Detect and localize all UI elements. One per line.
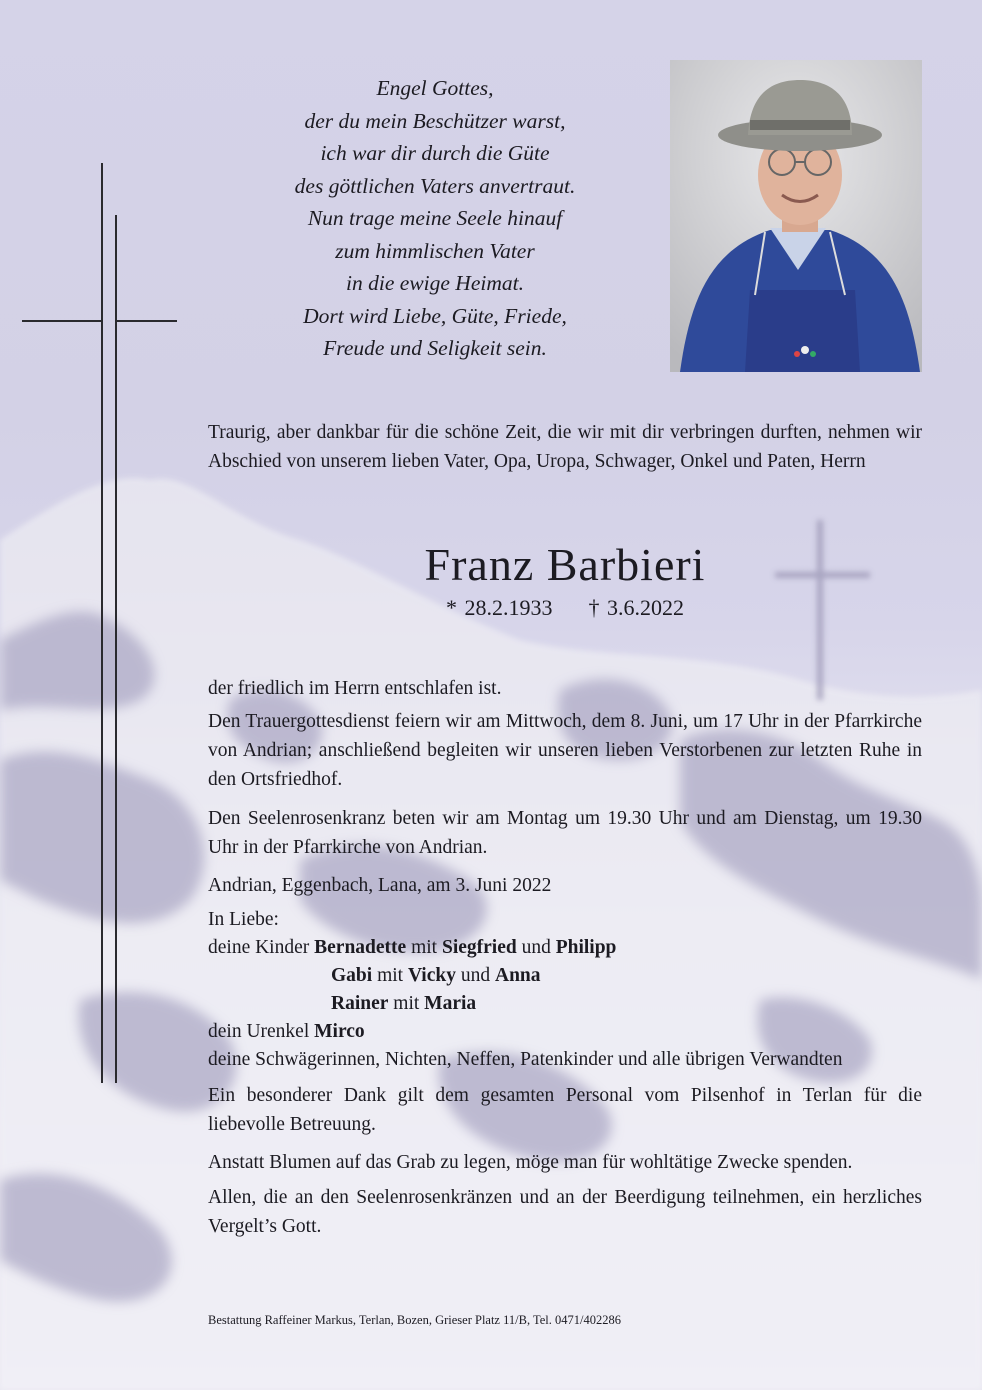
grandchild-name: Philipp	[555, 937, 617, 958]
prayer-line: des göttlichen Vaters anvertraut.	[294, 173, 576, 198]
children-line	[331, 989, 476, 1018]
connector: mit	[377, 965, 404, 986]
rosary-text: Den Seelenrosenkranz beten wir am Montag um 19.30 Uhr und am Dienstag, um 19.30 Uhr in der Pfarrkirche von Andrian.	[208, 808, 922, 858]
birth-date: * 28.2.1933	[446, 595, 553, 620]
in-love-label: In Liebe:	[208, 909, 279, 930]
closing-text: Allen, die an den Seelenrosenkränzen und an der Beerdigung teilnehmen, ein herzliches Vergelt’s Gott.	[208, 1187, 922, 1237]
cross-vertical-line-right	[115, 215, 117, 1083]
great-grandchild-line	[208, 1017, 365, 1046]
prayer-line: Nun trage meine Seele hinauf	[307, 206, 563, 230]
child-name: Gabi	[331, 965, 373, 986]
prayer-line: ich war dir durch die Güte	[320, 141, 550, 165]
prayer-line: Freude und Seligkeit sein.	[323, 336, 547, 360]
place-date-text: Andrian, Eggenbach, Lana, am 3. Juni 2022	[208, 875, 552, 896]
prayer-line: Dort wird Liebe, Güte, Friede,	[303, 303, 567, 328]
connector: mit	[411, 937, 438, 958]
funeral-home-footer: Bestattung Raffeiner Markus, Terlan, Bozen, Grieser Platz 11/B, Tel. 0471/402286	[208, 1313, 621, 1327]
prayer-line: zum himmlischen Vater	[335, 238, 535, 263]
child-name: Bernadette	[314, 937, 407, 958]
connector: mit	[393, 993, 420, 1014]
partner-name: Siegfried	[441, 937, 517, 958]
connector: und	[460, 965, 491, 986]
grandchild-name: Anna	[494, 965, 541, 986]
connector: und	[521, 937, 551, 958]
cross-horizontal-line-top	[22, 320, 102, 322]
children-prefix: deine Kinder	[208, 937, 310, 958]
passed-text: der friedlich im Herrn entschlafen ist.	[208, 678, 502, 699]
thanks-text: Ein besonderer Dank gilt dem gesamten Personal vom Pilsenhof in Terlan für die liebevolle Betreuung.	[208, 1085, 922, 1135]
cross-vertical-line-left	[101, 163, 103, 1083]
partner-name: Maria	[424, 993, 477, 1014]
intro-text: Traurig, aber dankbar für die schöne Zeit, die wir mit dir verbringen durften, nehmen wir Abschied von unserem lieben Vater, Opa, Uropa, Schwager, Onkel und Paten, Herrn	[208, 422, 922, 472]
cross-horizontal-line-bottom	[115, 320, 177, 322]
relatives-line: deine Schwägerinnen, Nichten, Neffen, Patenkinder und alle übrigen Verwandten	[208, 1049, 843, 1070]
great-grandchild-prefix: dein Urenkel	[208, 1021, 310, 1042]
child-name: Rainer	[331, 993, 389, 1014]
donation-text: Anstatt Blumen auf das Grab zu legen, möge man für wohltätige Zwecke spenden.	[208, 1152, 853, 1173]
death-date: † 3.6.2022	[588, 595, 684, 620]
portrait-photo	[670, 60, 922, 372]
children-line	[208, 933, 616, 962]
funeral-text: Den Trauergottesdienst feiern wir am Mittwoch, dem 8. Juni, um 17 Uhr in der Pfarrkirche von Andrian; anschließend begleiten wir unseren lieben Verstorbenen zur letzten Ruhe in den Ortsfriedhof.	[208, 711, 922, 790]
prayer-line: der du mein Beschützer warst,	[304, 108, 566, 133]
prayer-text	[235, 72, 635, 365]
prayer-line: Engel Gottes,	[376, 76, 494, 100]
prayer-line: in die ewige Heimat.	[346, 271, 524, 295]
life-dates	[208, 595, 922, 621]
great-grandchild-name: Mirco	[314, 1021, 365, 1042]
deceased-name: Franz Barbieri	[424, 539, 706, 590]
children-line	[331, 961, 541, 990]
partner-name: Vicky	[407, 965, 456, 986]
